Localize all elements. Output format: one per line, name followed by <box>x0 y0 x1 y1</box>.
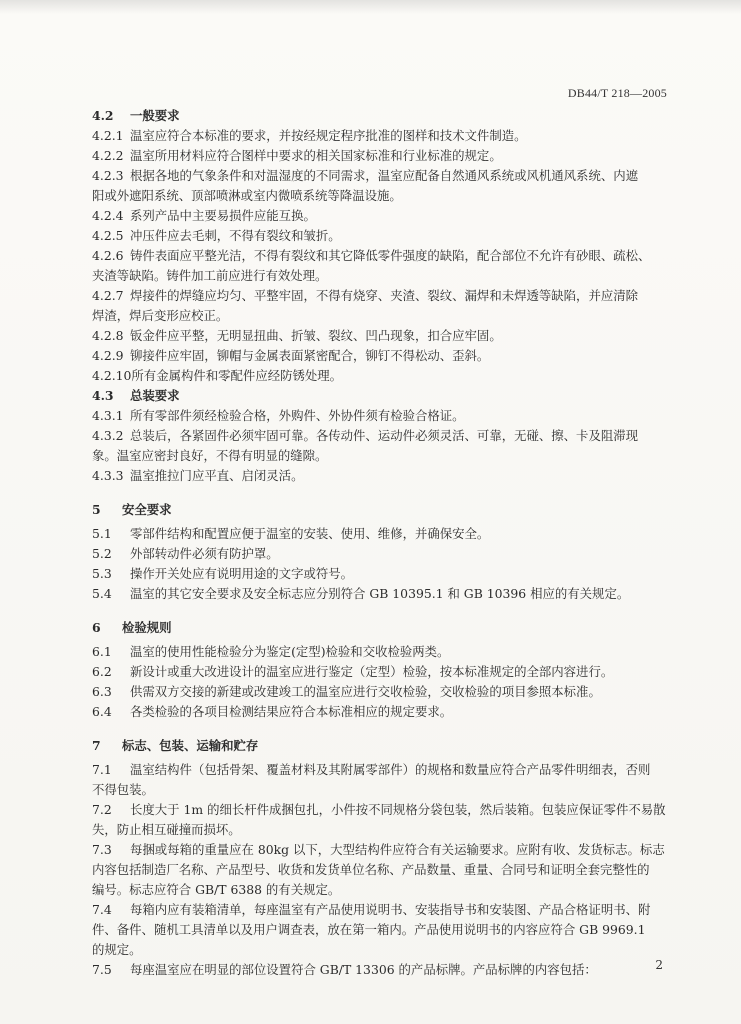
clause-text: 温室推拉门应平直、启闭灵活。 <box>130 468 304 483</box>
clause-text: 内容包括制造厂名称、产品型号、收货和发货单位名称、产品数量、重量、合同号和证明全套完整性的 <box>92 862 650 877</box>
clause-line <box>92 166 670 186</box>
clause-line <box>92 760 670 780</box>
clause-number: 6.4 <box>92 704 112 719</box>
clause-text: 冲压件应去毛刺，不得有裂纹和皱折。 <box>130 228 341 243</box>
clause-number: 6.2 <box>92 664 112 679</box>
clause-line <box>92 426 670 446</box>
clause-text: 温室的使用性能检验分为鉴定(定型)检验和交收检验两类。 <box>130 644 450 659</box>
clause-line <box>92 544 670 564</box>
clause-text: 每箱内应有装箱清单，每座温室有产品使用说明书、安装指导书和安装图、产品合格证明书、附 <box>130 902 651 917</box>
clause-line <box>92 880 670 900</box>
clause-line <box>92 860 670 880</box>
clause-number: 4.2.9 <box>92 348 124 363</box>
clause-number: 7.3 <box>92 842 112 857</box>
clause-line <box>92 146 670 166</box>
clause-number: 6.3 <box>92 684 112 699</box>
clause-number: 4.2.7 <box>92 288 124 303</box>
clause-line <box>92 466 670 486</box>
section-heading <box>92 500 670 520</box>
clause-text: 温室应符合本标准的要求，并按经规定程序批准的图样和技术文件制造。 <box>130 128 527 143</box>
clause-number: 4.3.2 <box>92 428 124 443</box>
clause-text: 检验规则 <box>122 620 172 635</box>
clause-text: 温室所用材料应符合图样中要求的相关国家标准和行业标准的规定。 <box>130 148 502 163</box>
clause-number: 7.4 <box>92 902 112 917</box>
clause-text: 零部件结构和配置应便于温室的安装、使用、维修，并确保安全。 <box>130 526 490 541</box>
clause-text: 夹渣等缺陷。铸件加工前应进行有效处理。 <box>92 268 328 283</box>
clause-number: 5.3 <box>92 566 112 581</box>
clause-line <box>92 940 670 960</box>
clause-text: 标志、包装、运输和贮存 <box>122 738 259 753</box>
clause-number: 4.2.1 <box>92 128 124 143</box>
clause-text: 总装要求 <box>130 388 180 403</box>
clause-line <box>92 642 670 662</box>
clause-text: 的规定。 <box>92 942 142 957</box>
clause-number: 7 <box>92 738 101 753</box>
clause-line <box>92 406 670 426</box>
section-gap <box>92 722 670 736</box>
clause-number: 4.2.8 <box>92 328 124 343</box>
clause-line <box>92 266 670 286</box>
clause-text: 铸件表面应平整光洁，不得有裂纹和其它降低零件强度的缺陷，配合部位不允许有砂眼、疏松、 <box>130 248 651 263</box>
clause-text: 每座温室应在明显的部位设置符合 GB/T 13306 的产品标牌。产品标牌的内容包括： <box>130 962 597 977</box>
clause-number: 7.1 <box>92 762 112 777</box>
clause-text: 总装后，各紧固件必须牢固可靠。各传动件、运动件必须灵活、可靠，无碰、擦、卡及阻滞现 <box>130 428 639 443</box>
clause-text: 根据各地的气象条件和对温湿度的不同需求，温室应配备自然通风系统或风机通风系统、内遮 <box>130 168 639 183</box>
clause-text: 所有金属构件和零配件应经防锈处理。 <box>131 368 343 383</box>
document-body <box>92 106 670 980</box>
clause-text: 各类检验的各项目检测结果应符合本标准相应的规定要求。 <box>130 704 453 719</box>
section-heading <box>92 618 670 638</box>
clause-text: 阳或外遮阳系统、顶部喷淋或室内微喷系统等降温设施。 <box>92 188 402 203</box>
clause-line <box>92 206 670 226</box>
clause-number: 4.3.3 <box>92 468 124 483</box>
clause-line <box>92 800 670 820</box>
clause-text: 件、备件、随机工具清单以及用户调查表，放在第一箱内。产品使用说明书的内容应符合 GB 9969.1 <box>92 922 646 937</box>
clause-line <box>92 524 670 544</box>
clause-number: 4.3.1 <box>92 408 124 423</box>
clause-text: 温室的其它安全要求及安全标志应分别符合 GB 10395.1 和 GB 10396 相应的有关规定。 <box>130 586 630 601</box>
clause-text: 一般要求 <box>130 108 180 123</box>
clause-text: 供需双方交接的新建或改建竣工的温室应进行交收检验，交收检验的项目参照本标准。 <box>130 684 601 699</box>
clause-line <box>92 186 670 206</box>
clause-number: 4.2.10 <box>92 368 132 383</box>
clause-line <box>92 306 670 326</box>
clause-line <box>92 702 670 722</box>
scan-edge-shadow <box>0 0 741 14</box>
clause-line <box>92 900 670 920</box>
clause-text: 铆接件应牢固，铆帽与金属表面紧密配合，铆钉不得松动、歪斜。 <box>130 348 490 363</box>
clause-line <box>92 840 670 860</box>
document-code: DB44/T 218—2005 <box>567 86 667 100</box>
section-heading <box>92 736 670 756</box>
clause-text: 钣金件应平整，无明显扭曲、折皱、裂纹、凹凸现象，扣合应牢固。 <box>130 328 502 343</box>
clause-text: 系列产品中主要易损件应能互换。 <box>130 208 316 223</box>
clause-text: 焊接件的焊缝应均匀、平整牢固，不得有烧穿、夹渣、裂纹、漏焊和未焊透等缺陷，并应清除 <box>130 288 639 303</box>
clause-number: 4.2 <box>92 108 114 123</box>
clause-number: 5.1 <box>92 526 112 541</box>
clause-text: 编号。标志应符合 GB/T 6388 的有关规定。 <box>92 882 341 897</box>
clause-number: 5.4 <box>92 586 112 601</box>
clause-number: 6 <box>92 620 101 635</box>
clause-line <box>92 780 670 800</box>
clause-number: 7.2 <box>92 802 112 817</box>
clause-number: 4.2.5 <box>92 228 124 243</box>
clause-text: 新设计或重大改进设计的温室应进行鉴定（定型）检验，按本标准规定的全部内容进行。 <box>130 664 614 679</box>
page-number: 2 <box>655 958 663 972</box>
clause-text: 每捆或每箱的重量应在 80kg 以下，大型结构件应符合有关运输要求。应附有收、发货标志。标志 <box>130 842 665 857</box>
clause-line <box>92 920 670 940</box>
clause-line <box>92 326 670 346</box>
clause-text: 不得包装。 <box>92 782 154 797</box>
clause-number: 4.3 <box>92 388 114 403</box>
clause-number: 6.1 <box>92 644 112 659</box>
section-gap <box>92 486 670 500</box>
clause-line <box>92 446 670 466</box>
clause-line <box>92 246 670 266</box>
clause-line <box>92 126 670 146</box>
section-heading <box>92 386 670 406</box>
clause-text: 安全要求 <box>122 502 172 517</box>
clause-text: 操作开关处应有说明用途的文字或符号。 <box>130 566 354 581</box>
clause-number: 4.2.6 <box>92 248 124 263</box>
clause-line <box>92 346 670 366</box>
section-gap <box>92 604 670 618</box>
clause-number: 5 <box>92 502 101 517</box>
clause-text: 所有零部件须经检验合格，外购件、外协件须有检验合格证。 <box>130 408 465 423</box>
clause-text: 长度大于 1m 的细长杆件成捆包扎，小件按不同规格分袋包装，然后装箱。包装应保证零件不易散 <box>130 802 666 817</box>
clause-text: 温室结构件（包括骨架、覆盖材料及其附属零部件）的规格和数量应符合产品零件明细表，否则 <box>130 762 651 777</box>
clause-line <box>92 662 670 682</box>
clause-line <box>92 960 670 980</box>
clause-line <box>92 584 670 604</box>
clause-line <box>92 682 670 702</box>
clause-line <box>92 226 670 246</box>
section-heading <box>92 106 670 126</box>
clause-text: 象。温室应密封良好，不得有明显的缝隙。 <box>92 448 328 463</box>
clause-number: 4.2.3 <box>92 168 124 183</box>
clause-number: 4.2.4 <box>92 208 124 223</box>
clause-line <box>92 564 670 584</box>
clause-text: 外部转动件必须有防护罩。 <box>130 546 279 561</box>
clause-number: 5.2 <box>92 546 112 561</box>
clause-text: 失，防止相互碰撞而损坏。 <box>92 822 241 837</box>
clause-number: 4.2.2 <box>92 148 124 163</box>
clause-number: 7.5 <box>92 962 112 977</box>
clause-text: 焊渣，焊后变形应校正。 <box>92 308 229 323</box>
clause-line <box>92 286 670 306</box>
clause-line <box>92 366 670 386</box>
clause-line <box>92 820 670 840</box>
